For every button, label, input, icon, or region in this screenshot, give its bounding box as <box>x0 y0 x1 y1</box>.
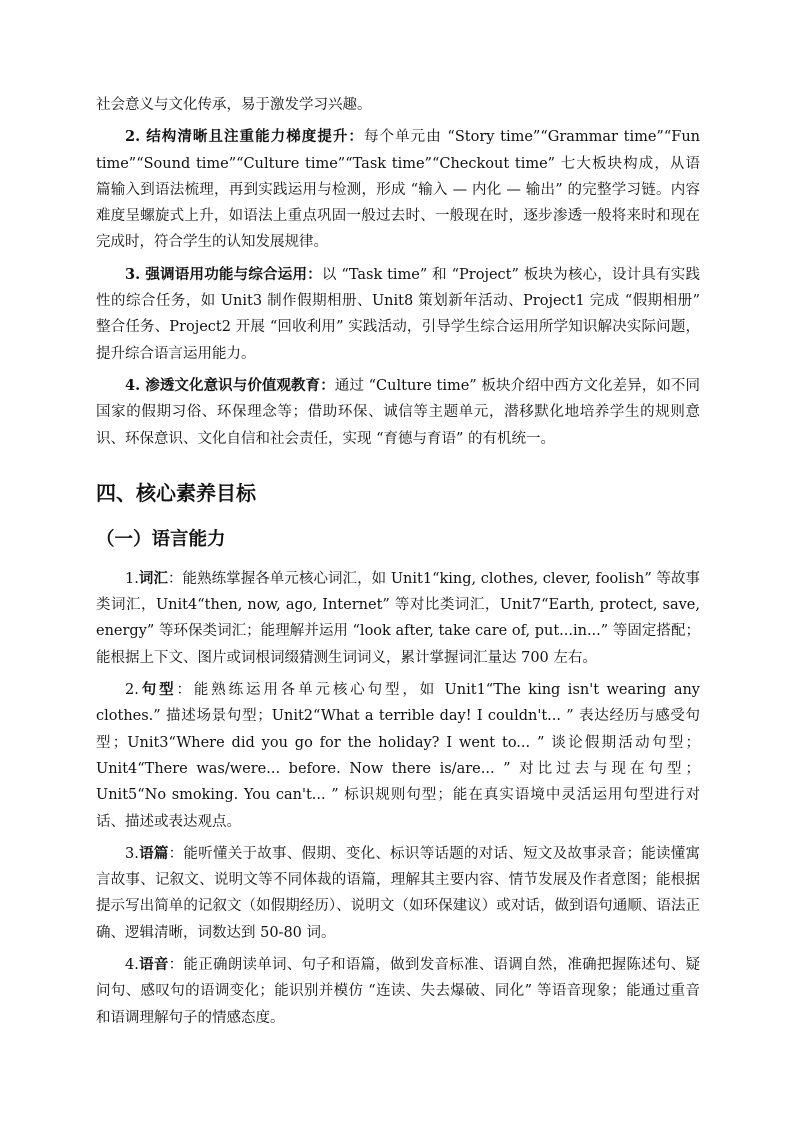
feature-lead-4: 4. 渗透文化意识与价值观教育： <box>125 376 335 394</box>
subsection-heading: （一）语言能力 <box>96 528 226 550</box>
goal-lead-vocabulary: 词汇 <box>138 569 168 587</box>
feature-paragraph-4 <box>96 373 700 452</box>
feature-lead-3: 3. 强调语用功能与综合运用： <box>125 265 322 283</box>
document-page <box>96 92 700 1031</box>
goal-lead-sentence: 句型 <box>138 681 177 699</box>
goal-paragraph-discourse <box>96 841 700 946</box>
goal-paragraph-vocabulary <box>96 566 700 671</box>
intro-tail-paragraph: 社会意义与文化传承，易于激发学习兴趣。 <box>96 97 372 113</box>
feature-lead-2: 2. 结构清晰且注重能力梯度提升： <box>125 128 364 146</box>
feature-text-2: 每个单元由 “Story time”“Grammar time”“Fun time”“Sound time”“Culture time”“Task time”“Checkout time” 七大板块构成，从语篇输入到语法梳理，再到实践运用与检测，形成 “输入 — 内化 — 输出” 的完整学习链。内容难度呈螺旋式上升，如语法上重点巩固一般过去时、一般现在时，逐步渗透一般将来时和现在完成时，符合学生的认知发展规律。 <box>96 129 700 251</box>
goal-number-4: 4. <box>125 957 139 974</box>
goal-lead-discourse: 语篇 <box>138 844 169 862</box>
goal-number-2: 2. <box>125 682 139 699</box>
feature-paragraph-3 <box>96 262 700 367</box>
goal-paragraph-sentence <box>96 677 700 835</box>
goal-number-1: 1. <box>125 570 139 587</box>
goal-text-discourse: ：能听懂关于故事、假期、变化、标识等话题的对话、短文及故事录音；能读懂寓言故事、记叙文、说明文等不同体裁的语篇，理解其主要内容、情节发展及作者意图；能根据提示写出简单的记叙文（如假期经历）、说明文（如环保建议）或对话，做到语句通顺、语法正确、逻辑清晰，词数达到 50-80 词。 <box>96 845 701 941</box>
goal-text-sentence: ：能熟练运用各单元核心句型，如 Unit1“The king isn't wearing any clothes.” 描述场景句型；Unit2“What a terrible day! I couldn't... ” 表达经历与感受句型；Unit3“Where did you go for the holiday? I went to... ” 谈论假期活动句型；Unit4“There was/were... before. Now there is/are... ” 对比过去与现在句型；Unit5“No smoking. You can't... ” 标识规则句型；能在真实语境中灵活运用句型进行对话、描述或表达观点。 <box>96 682 701 830</box>
goal-number-3: 3. <box>125 845 139 862</box>
goal-lead-pronunciation: 语音 <box>138 956 169 974</box>
goal-paragraph-pronunciation <box>96 952 700 1031</box>
goal-text-vocabulary: ：能熟练掌握各单元核心词汇，如 Unit1“king, clothes, clever, foolish” 等故事类词汇，Unit4“then, now, ago, Internet” 等对比类词汇，Unit7“Earth, protect, save, energy” 等环保类词汇；能理解并运用 “look after, take care of, put...in...” 等固定搭配；能根据上下文、图片或词根词缀猜测生词词义，累计掌握词汇量达 700 左右。 <box>96 570 700 666</box>
feature-text-4: 通过 “Culture time” 板块介绍中西方文化差异，如不同国家的假期习俗、环保理念等；借助环保、诚信等主题单元，潜移默化地培养学生的规则意识、环保意识、文化自信和社会责任，实现 “育德与育语” 的有机统一。 <box>96 377 700 447</box>
goal-text-pronunciation: ：能正确朗读单词、句子和语篇，做到发音标准、语调自然，准确把握陈述句、疑问句、感叹句的语调变化；能识别并模仿 “连读、失去爆破、同化” 等语音现象；能通过重音和语调理解句子的情感态度。 <box>96 957 701 1026</box>
feature-paragraph-2 <box>96 124 700 255</box>
section-heading: 四、核心素养目标 <box>96 480 256 505</box>
feature-text-3: 以 “Task time” 和 “Project” 板块为核心，设计具有实践性的综合任务，如 Unit3 制作假期相册、Unit8 策划新年活动、Project1 完成 “假期相册” 整合任务、Project2 开展 “回收利用” 实践活动，引导学生综合运用所学知识解决实际问题，提升综合语言运用能力。 <box>96 266 700 362</box>
